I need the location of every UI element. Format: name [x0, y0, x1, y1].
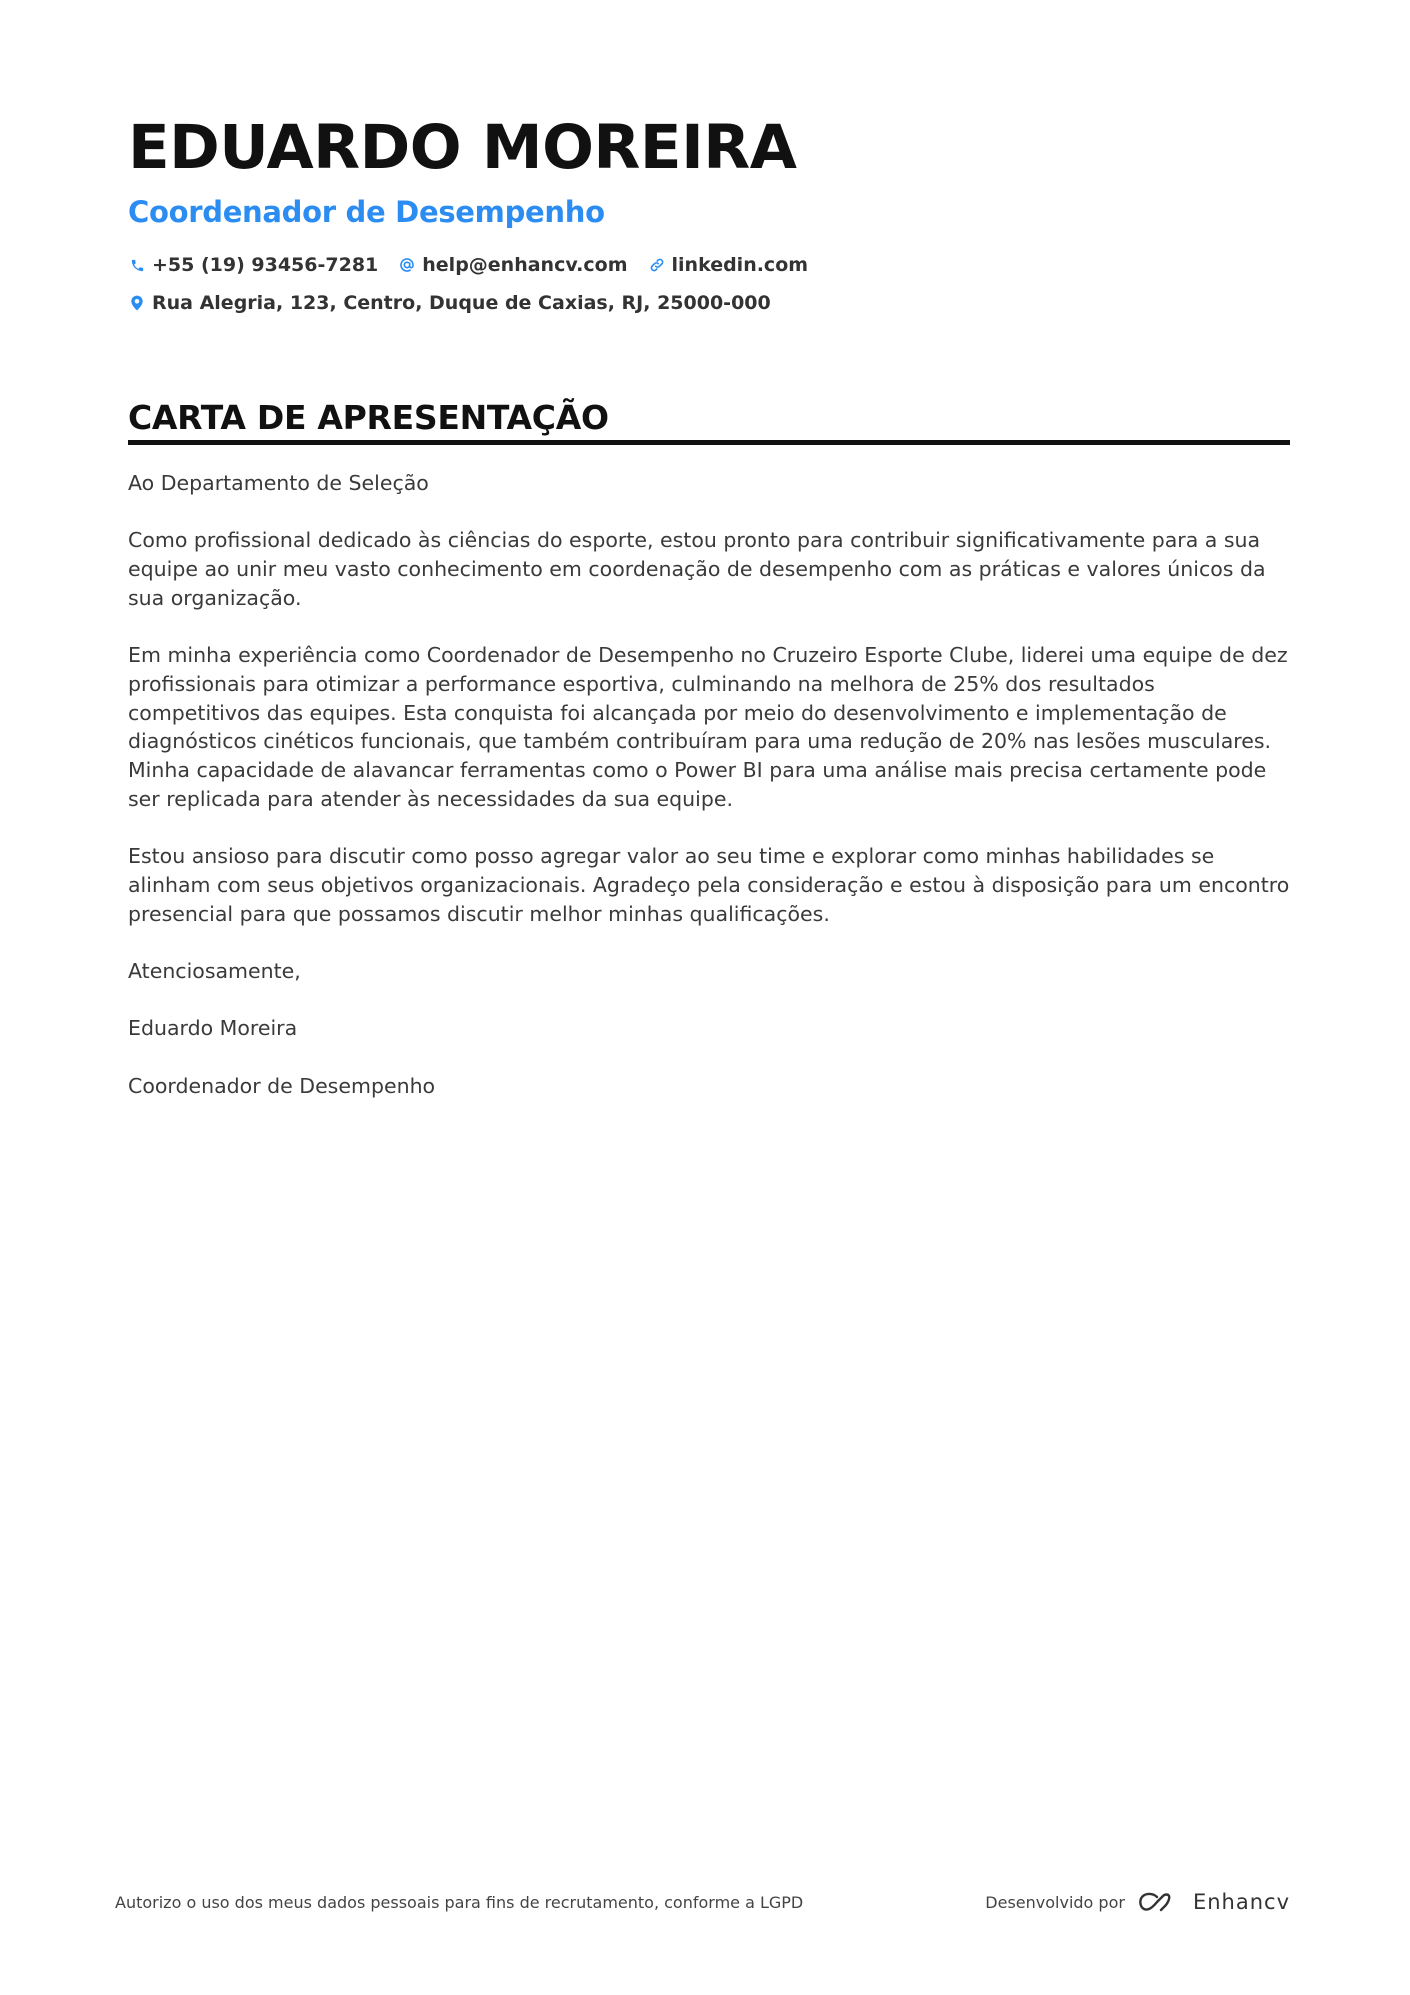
- powered-by[interactable]: [985, 1890, 1290, 1914]
- signature-title: Coordenador de Desempenho: [128, 1073, 436, 1098]
- page-footer: [115, 1890, 1290, 1914]
- letter-body: [128, 469, 1290, 1100]
- letter-greeting: Ao Departamento de Seleção: [128, 471, 429, 495]
- contact-phone: [128, 254, 378, 276]
- at-icon: [398, 256, 416, 274]
- contact-row-address: [128, 288, 1290, 318]
- powered-by-label: Desenvolvido por: [985, 1892, 1125, 1912]
- contact-email[interactable]: [398, 254, 627, 276]
- letter-paragraph-3: Estou ansioso para discutir como posso agregar valor ao seu time e explorar como minhas habilidades se alinham com seus objetivos organizacionais. Agradeço pela consideração e estou à disposição para um encontro presencial para que possamos discutir melhor minhas qualificações.: [128, 844, 1290, 926]
- contact-row-primary: [128, 250, 1290, 280]
- link-icon: [648, 256, 666, 274]
- email-text[interactable]: help@enhancv.com: [422, 254, 628, 276]
- address-text: Rua Alegria, 123, Centro, Duque de Caxias, RJ, 25000-000: [152, 292, 771, 314]
- enhancv-logo-icon: [1137, 1890, 1183, 1914]
- section-divider: [128, 440, 1290, 445]
- letter-paragraph-2: Em minha experiência como Coordenador de Desempenho no Cruzeiro Esporte Clube, liderei uma equipe de dez profissionais para otimizar a performance esportiva, culminando na melhora de 25% dos resultados competitivos das equipes. Esta conquista foi alcançada por meio do desenvolvimento e implementação de diagnósticos cinéticos funcionais, que também contribuíram para uma redução de 20% nas lesões musculares. Minha capacidade de alavancar ferramentas como o Power BI para uma análise mais precisa certamente pode ser replicada para atender às necessidades da sua equipe.: [128, 643, 1288, 811]
- brand-name: Enhancv: [1192, 1890, 1290, 1914]
- signature-name: Eduardo Moreira: [128, 1016, 298, 1041]
- consent-note: Autorizo o uso dos meus dados pessoais para fins de recrutamento, conforme a LGPD: [115, 1892, 804, 1912]
- contact-address: [128, 292, 771, 314]
- phone-icon: [128, 256, 146, 274]
- phone-text: +55 (19) 93456-7281: [152, 254, 379, 276]
- location-pin-icon: [128, 294, 146, 312]
- candidate-title: Coordenador de Desempenho: [128, 195, 605, 229]
- section-title: CARTA DE APRESENTAÇÃO: [128, 398, 609, 437]
- link-text[interactable]: linkedin.com: [671, 254, 809, 276]
- letter-closing: Atenciosamente,: [128, 958, 301, 983]
- letter-paragraph-1: Como profissional dedicado às ciências do esporte, estou pronto para contribuir significativamente para a sua equipe ao unir meu vasto conhecimento em coordenação de desempenho com as práticas e valores únicos da sua organização.: [128, 528, 1266, 610]
- candidate-name: EDUARDO MOREIRA: [128, 112, 797, 183]
- contact-link[interactable]: [648, 254, 809, 276]
- cover-letter-page: [128, 108, 1290, 1129]
